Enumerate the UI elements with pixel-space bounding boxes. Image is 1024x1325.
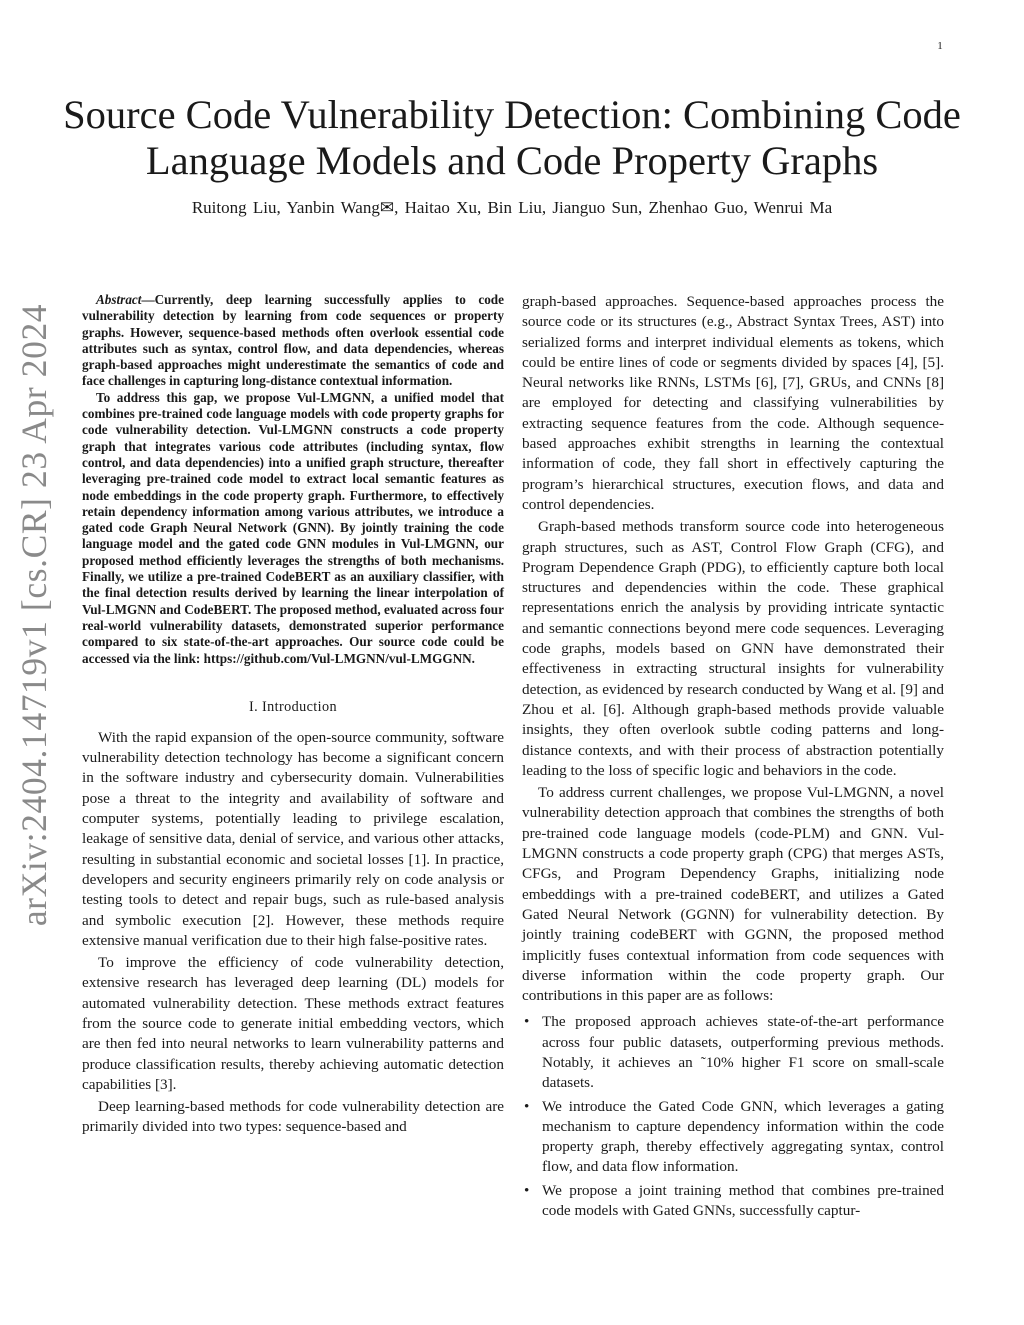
paper-title: Source Code Vulnerability Detection: Combining Code Language Models and Code Property Graphs — [63, 92, 961, 183]
contribution-text: We propose a joint training method that combines pre-trained code models with Gated GNNs, successfully captur- — [542, 1181, 944, 1220]
list-item — [522, 1012, 944, 1093]
contribution-text: The proposed approach achieves state-of-the-art performance across four public datasets, outperforming previous methods. Notably, it achieves an ˜10% higher F1 score on small-scale datasets. — [542, 1013, 944, 1092]
abstract-label: Abstract — [96, 292, 142, 307]
list-item — [522, 1097, 944, 1178]
body-paragraph: To address current challenges, we propose Vul-LMGNN, a novel vulnerability detection approach that combines the strengths of both pre-trained code language models (code-PLM) and GNN. Vul-LMGNN constructs a code property graph (CPG) that merges ASTs, CFGs, and Program Dependency Graphs, initializing node embeddings with a pre-trained codeBERT, and utilizes a Gated Gated Neural Network (GGNN) for vulnerability detection. By jointly training codeBERT with GGNN, the proposed method implicitly fuses contextual information from code sequences with diverse information within the code property graph. Our contributions in this paper are as follows: — [522, 784, 944, 1005]
section-heading-introduction: I. Introduction — [249, 698, 337, 715]
list-item — [522, 1181, 944, 1222]
abstract — [82, 292, 504, 667]
bullet-icon: • — [524, 1097, 530, 1115]
left-column — [82, 292, 504, 1140]
introduction-body-left — [82, 728, 504, 1138]
contribution-text: We introduce the Gated Code GNN, which leverages a gating mechanism to capture dependency information within the code property graph, thereby effectively aggregating syntax, control flow, and data flow information. — [542, 1097, 944, 1176]
bullet-icon: • — [524, 1181, 530, 1199]
page-number: 1 — [937, 40, 943, 52]
abstract-paragraph-2: To address this gap, we propose Vul-LMGNN, a unified model that combines pre-trained code language models with code property graphs for code vulnerability detection. Vul-LMGNN constructs a code property graph that integrates various code attributes (including syntax, flow control, and data dependencies) into a unified graph structure, thereafter leveraging pre-trained code model to extract local semantic features as node embeddings in the code property graph. Furthermore, to effectively retain dependency information among various attributes, we introduce a gated code Graph Neural Network (GNN). By jointly training the code language model and the gated code GNN modules in Vul-LMGNN, our proposed method efficiently leverages the strengths of both mechanisms. Finally, we utilize a pre-trained CodeBERT as an auxiliary classifier, with the final detection results derived by learning the linear interpolation of Vul-LMGNN and CodeBERT. The proposed method, evaluated across four real-world vulnerability datasets, demonstrated superior performance compared to six state-of-the-art approaches. Our source code could be accessed via the link: https://github.com/Vul-LMGNN/vul-LMGGNN. — [82, 389, 504, 666]
introduction-body-right — [522, 292, 944, 1006]
arxiv-stamp: arXiv:2404.14719v1 [cs.CR] 23 Apr 2024 — [14, 303, 54, 927]
body-paragraph: With the rapid expansion of the open-source community, software vulnerability detection technology has become a significant concern in the software industry and cybersecurity domain. Vulnerabilities pose a threat to the integrity and availability of software and computer systems, potentially leading to privilege escalation, leakage of sensitive data, denial of service, and various other attacks, resulting in substantial economic and societal losses [1]. In practice, developers and security engineers primarily rely on code analysis or testing tools to detect and repair bugs, such as rule-based analysis and symbolic execution [2]. However, these methods require extensive manual verification due to their high false-positive rates. — [82, 728, 504, 949]
abstract-paragraph-1 — [82, 292, 504, 390]
body-paragraph: graph-based approaches. Sequence-based approaches process the source code or its structures (e.g., Abstract Syntax Trees, AST) into serialized forms and interpret individual elements as tokens, which could be entire lines of code or segments divided by spaces [4], [5]. Neural networks like RNNs, LSTMs [6], [7], GRUs, and CNNs [8] are employed for detecting and classifying vulnerabilities by extracting sequence features from the code. Although sequence-based approaches exhibit strengths in learning the contextual information of code, they fall short in effectively capturing the program’s hierarchical structures, execution flows, and data and control dependencies. — [522, 293, 944, 513]
body-paragraph: Deep learning-based methods for code vulnerability detection are primarily divided into two types: sequence-based and — [82, 1098, 504, 1136]
right-column — [522, 292, 944, 1224]
abstract-text-1: —Currently, deep learning successfully applies to code vulnerability detection by learning from code sequences or property graphs. However, sequence-based methods often overlook essential code attributes such as syntax, control flow, and data dependencies, whereas graph-based approaches might underestimate the semantics of code and face challenges in capturing long-distance contextual information. — [82, 292, 504, 389]
author-list: Ruitong Liu, Yanbin Wang✉, Haitao Xu, Bin Liu, Jianguo Sun, Zhenhao Guo, Wenrui Ma — [191, 198, 833, 217]
body-paragraph: Graph-based methods transform source code into heterogeneous graph structures, such as AST, Control Flow Graph (CFG), and Program Dependence Graph (PDG), to efficiently capture both local structures and dependencies within the code. These graphical representations enrich the analysis by providing intricate syntactic and semantic connections beyond mere code sequences. Leveraging code graphs, models based on GNN have demonstrated their effectiveness in extracting structural insights for vulnerability detection, as evidenced by research conducted by Wang et al. [9] and Zhou et al. [6]. Although graph-based methods provide valuable insights, they often overlook subtle coding patterns and long-distance contexts, and with their process of abstraction potentially leading to the loss of specific logic and behaviors in the code. — [522, 518, 944, 779]
body-paragraph: To improve the efficiency of code vulnerability detection, extensive research has leveraged deep learning (DL) models for automated vulnerability detection. These methods extract features from the source code to generate initial embedding vectors, which are then fed into neural networks to learn vulnerability patterns and produce classification results, thereby achieving automatic detection capabilities [3]. — [82, 954, 504, 1093]
contributions-list — [522, 1012, 944, 1221]
bullet-icon: • — [524, 1013, 530, 1031]
